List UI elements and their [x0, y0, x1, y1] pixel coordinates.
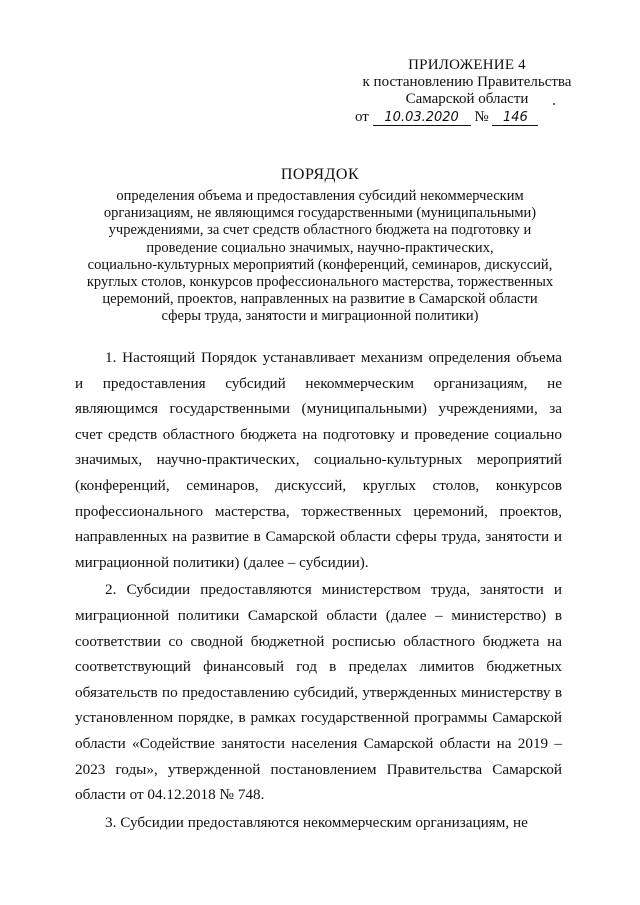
heading-subtitle [70, 188, 570, 326]
subtitle-line: церемоний, проектов, направленных на развитие в Самарской области [102, 291, 538, 308]
handwritten-number: 146 [492, 110, 538, 126]
document-body [75, 345, 562, 837]
number-label: № [474, 109, 489, 125]
subtitle-line: определения объема и предоставления субсидий некоммерческим [116, 188, 524, 204]
subtitle-line: проведение социально значимых, научно-практических, [146, 239, 494, 256]
appendix-block [352, 57, 582, 126]
handwritten-date: 10.03.2020 [373, 110, 471, 126]
appendix-line-decree: к постановлению Правительства [362, 74, 572, 90]
paragraph-1: 1. Настоящий Порядок устанавливает механизм определения объема и предоставления субсидий некоммерческим организациям, не являющимся государственными (муниципальными) учреждениями, за счет средств областного бюджета на подготовку и проведение социально значимых, научно-практических, социально-культурных мероприятий (конференций, семинаров, дискуссий, круглых столов, конкурсов профессионального мастерства, торжественных церемоний, проектов, направленных на развитие в Самарской области сферы труда, занятости и миграционной политики) (далее – субсидии). [75, 349, 562, 571]
paragraph-3: 3. Субсидии предоставляются некоммерческим организациям, не [105, 813, 528, 831]
subtitle-line: учреждениями, за счет средств областного бюджета на подготовку и [108, 222, 532, 239]
subtitle-line: сферы труда, занятости и миграционной политики) [161, 308, 479, 325]
subtitle-line: круглых столов, конкурсов профессионального мастерства, торжественных [86, 274, 554, 291]
appendix-title: ПРИЛОЖЕНИЕ 4 [408, 57, 526, 73]
scan-speck [553, 103, 555, 105]
paragraph-2: 2. Субсидии предоставляются министерством труда, занятости и миграционной политики Самарской области (далее – министерство) в соответствии со сводной бюджетной росписью областного бюджета на соответствующий финансовый год в пределах лимитов бюджетных обязательств по предоставлению субсидий, утвержденных министерству в установленном порядке, в рамках государственной программы Самарской области «Содействие занятости населения Самарской области на 2019 – 2023 годы», утвержденной постановлением Правительства Самарской области от 04.12.2018 № 748. [75, 581, 562, 804]
document-heading [70, 166, 570, 326]
from-label: от [355, 109, 369, 125]
heading-title: ПОРЯДОК [280, 166, 360, 183]
subtitle-line: социально-культурных мероприятий (конференций, семинаров, дискуссий, [87, 256, 553, 273]
appendix-date-number-line [352, 109, 582, 126]
appendix-line-region: Самарской области [405, 91, 529, 107]
subtitle-line: организациям, не являющимся государственными (муниципальными) [103, 205, 537, 222]
